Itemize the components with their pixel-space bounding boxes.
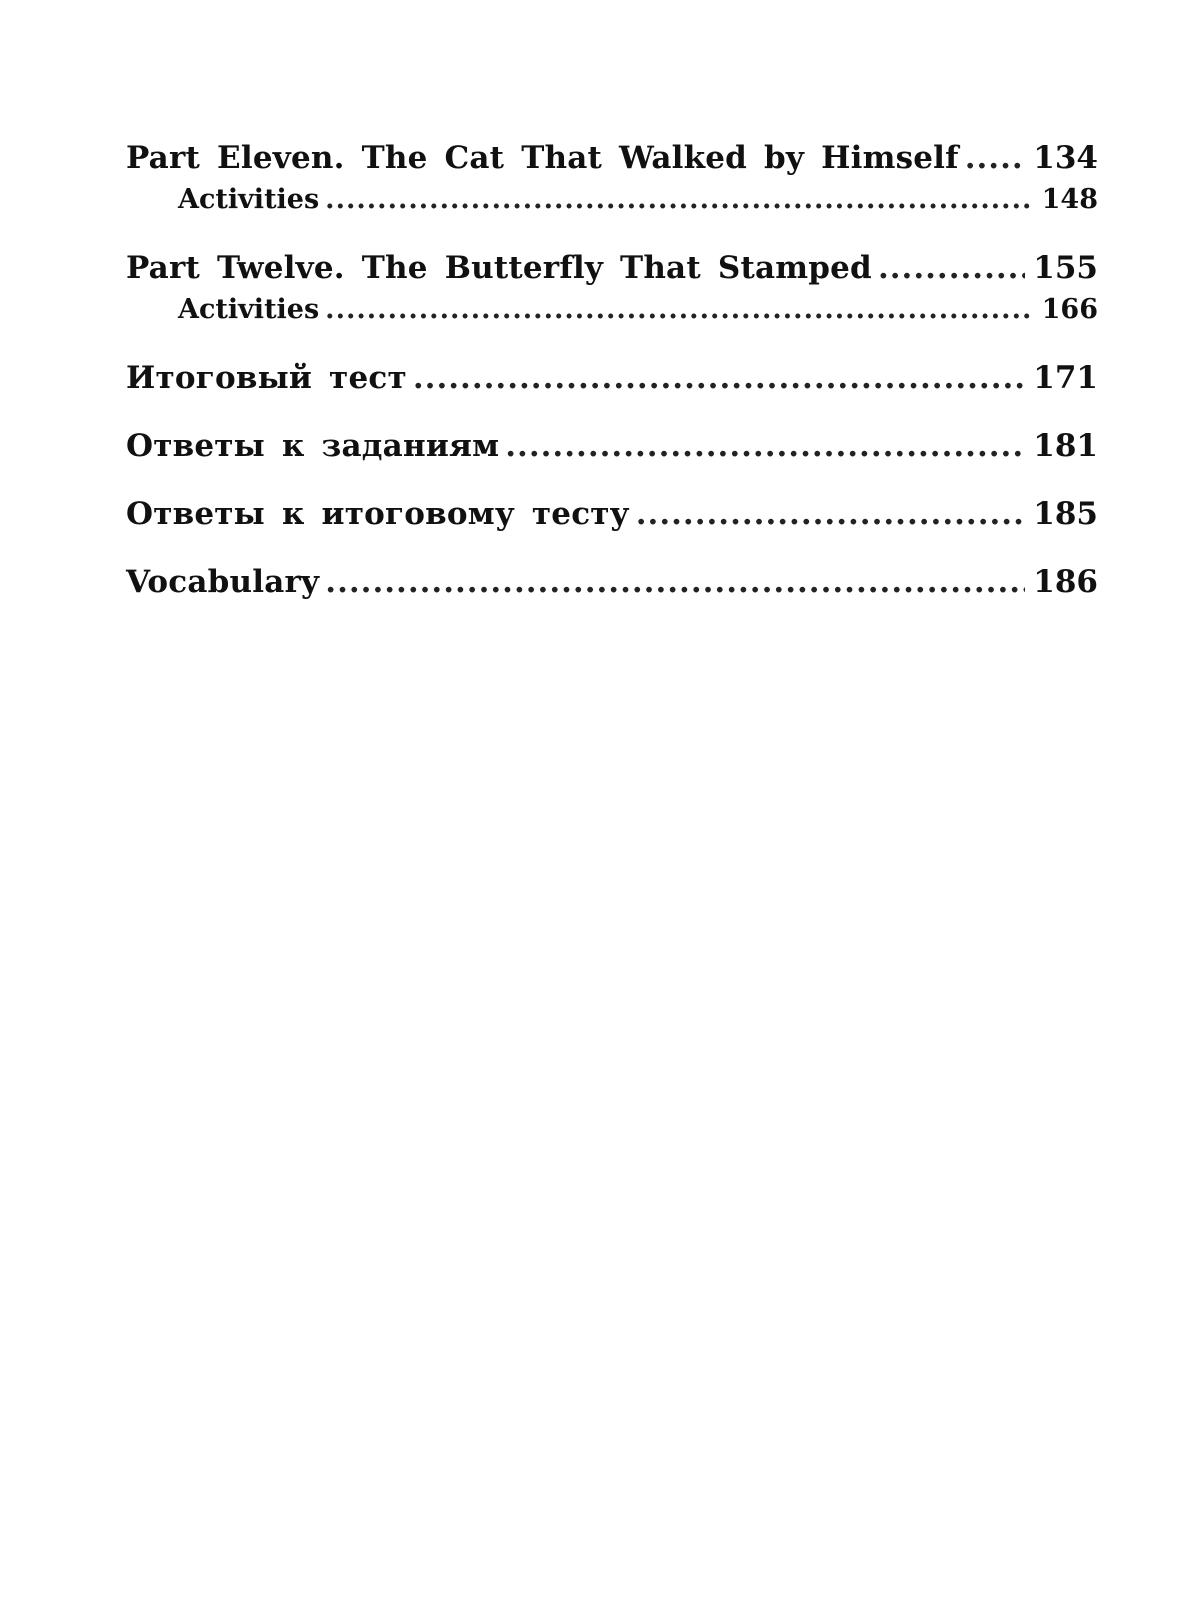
dot-leader bbox=[325, 560, 1025, 604]
toc-entry-page: 171 bbox=[1033, 360, 1098, 396]
toc-entry-page: 155 bbox=[1033, 250, 1098, 286]
spacer bbox=[126, 330, 1098, 356]
toc-entry-part-eleven-activities bbox=[126, 180, 1098, 220]
toc-entry-final-test bbox=[126, 356, 1098, 400]
toc-entry-title: Part Twelve. The Butterfly That Stamped bbox=[126, 250, 872, 286]
toc-entry-part-eleven bbox=[126, 136, 1098, 180]
dot-leader bbox=[325, 290, 1033, 330]
toc-entry-page: 148 bbox=[1041, 184, 1098, 215]
spacer bbox=[126, 220, 1098, 246]
toc-entry-part-twelve bbox=[126, 246, 1098, 290]
dot-leader bbox=[636, 492, 1026, 536]
dot-leader bbox=[505, 424, 1025, 468]
dot-leader bbox=[413, 356, 1025, 400]
spacer bbox=[126, 468, 1098, 492]
dot-leader bbox=[878, 246, 1025, 290]
toc-entry-title: Итоговый тест bbox=[126, 360, 407, 396]
toc-entry-part-twelve-activities bbox=[126, 290, 1098, 330]
spacer bbox=[126, 400, 1098, 424]
toc-entry-title: Part Eleven. The Cat That Walked by Himself bbox=[126, 140, 959, 176]
toc-entry-answers bbox=[126, 424, 1098, 468]
toc-entry-vocabulary bbox=[126, 560, 1098, 604]
toc-entry-page: 185 bbox=[1033, 496, 1098, 532]
dot-leader bbox=[965, 136, 1026, 180]
toc-entry-title: Activities bbox=[178, 184, 320, 215]
toc-entry-title: Ответы к итоговому тесту bbox=[126, 496, 630, 532]
toc-entry-page: 134 bbox=[1033, 140, 1098, 176]
spacer bbox=[126, 536, 1098, 560]
toc-entry-page: 186 bbox=[1033, 564, 1098, 600]
toc-entry-title: Vocabulary bbox=[126, 564, 320, 600]
table-of-contents bbox=[126, 136, 1098, 604]
toc-entry-page: 181 bbox=[1033, 428, 1098, 464]
toc-entry-page: 166 bbox=[1041, 294, 1098, 325]
toc-entry-title: Activities bbox=[178, 294, 320, 325]
toc-entry-final-test-answers bbox=[126, 492, 1098, 536]
dot-leader bbox=[325, 180, 1033, 220]
toc-entry-title: Ответы к заданиям bbox=[126, 428, 500, 464]
